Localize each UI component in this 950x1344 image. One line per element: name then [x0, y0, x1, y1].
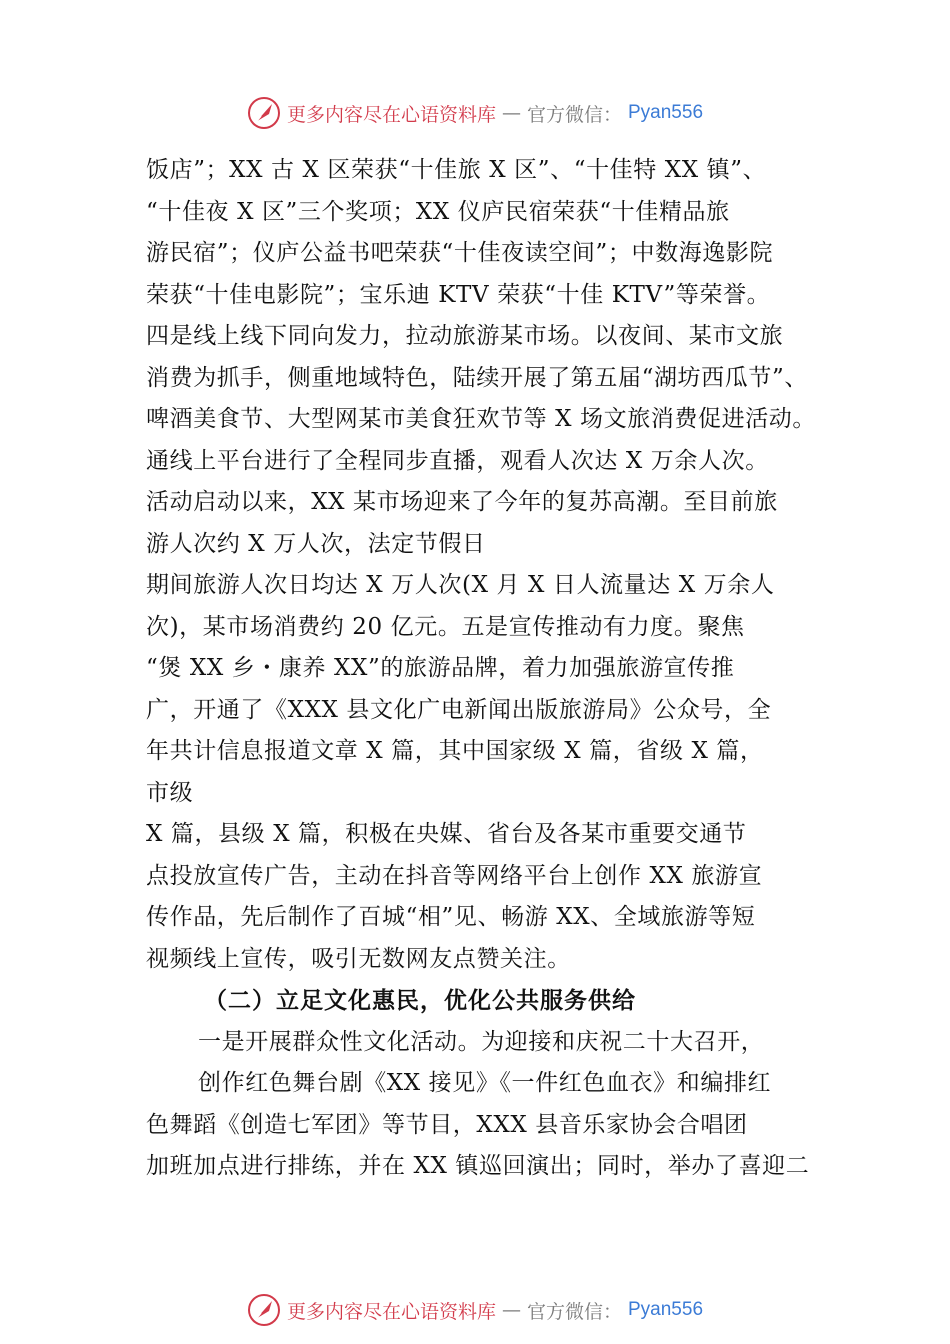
paragraph-start-line: 创作红色舞台剧《XX 接见》《一件红色血衣》和编排红	[198, 1070, 772, 1096]
text-line: 啤酒美食节、大型网某市美食狂欢节等 X 场文旅消费促进活动。	[146, 406, 816, 432]
text-line: 游民宿”；仪庐公益书吧荣获“十佳夜读空间”；中数海逸影院	[146, 240, 774, 266]
quill-logo-icon	[247, 1293, 281, 1327]
text-line: 游人次约 X 万人次，法定节假日	[146, 530, 486, 557]
text-line: 四是线上线下同向发力，拉动旅游某市场。以夜间、某市文旅	[146, 323, 784, 349]
banner-dash: —	[501, 1299, 521, 1321]
banner-wechat-id: Pyan556	[628, 102, 704, 123]
text-line: 次)，某市场消费约 20 亿元。五是宣传推动有力度。聚焦	[146, 613, 745, 640]
text-line: X 篇，县级 X 篇，积极在央媒、省台及各某市重要交通节	[146, 821, 747, 847]
document-body	[146, 150, 836, 1188]
footer-banner	[0, 1290, 950, 1330]
text-line: 通线上平台进行了全程同步直播，观看人次达 X 万余人次。	[146, 447, 769, 474]
text-line: 活动启动以来，XX 某市场迎来了今年的复苏高潮。至目前旅	[146, 489, 778, 515]
text-line: 传作品，先后制作了百城“相”见、畅游 XX、全域旅游等短	[146, 904, 756, 930]
banner-wechat-id: Pyan556	[628, 1299, 704, 1320]
text-line: 色舞蹈《创造七军团》等节目，XXX 县音乐家协会合唱团	[146, 1111, 748, 1138]
header-banner	[0, 93, 950, 133]
quill-logo-icon	[247, 96, 281, 130]
text-line: 消费为抓手，侧重地域特色，陆续开展了第五届“湖坊西瓜节”、	[146, 364, 808, 391]
text-line: “十佳夜 X 区”三个奖项；XX 仪庐民宿荣获“十佳精品旅	[146, 198, 730, 225]
text-line: “煲 XX 乡・康养 XX”的旅游品牌，着力加强旅游宣传推	[146, 655, 735, 681]
banner-red-text: 更多内容尽在心语资料库	[286, 1300, 496, 1323]
text-line: 饭店”；XX 古 X 区荣获“十佳旅 X 区”、“十佳特 XX 镇”、	[146, 157, 767, 183]
banner-dash: —	[501, 102, 521, 124]
text-line: 加班加点进行排练，并在 XX 镇巡回演出；同时，举办了喜迎二	[146, 1153, 810, 1179]
text-line: 年共计信息报道文章 X 篇，其中国家级 X 篇，省级 X 篇，	[146, 738, 764, 764]
banner-gray-text: 官方微信：	[526, 103, 622, 126]
banner-red-text: 更多内容尽在心语资料库	[286, 103, 496, 126]
paragraph-start-line: 一是开展群众性文化活动。为迎接和庆祝二十大召开，	[198, 1028, 765, 1055]
text-line: 视频线上宣传，吸引无数网友点赞关注。	[146, 945, 571, 972]
text-line: 市级	[146, 779, 194, 806]
text-line: 荣获“十佳电影院”；宝乐迪 KTV 荣获“十佳 KTV”等荣誉。	[146, 281, 771, 308]
banner-gray-text: 官方微信：	[526, 1300, 622, 1323]
text-line: 期间旅游人次日均达 X 万人次(X 月 X 日人流量达 X 万余人	[146, 572, 775, 598]
section-heading: （二）立足文化惠民，优化公共服务供给	[204, 987, 636, 1014]
text-line: 点投放宣传广告，主动在抖音等网络平台上创作 XX 旅游宣	[146, 862, 763, 889]
text-line: 广，开通了《XXX 县文化广电新闻出版旅游局》公众号，全	[146, 696, 772, 723]
